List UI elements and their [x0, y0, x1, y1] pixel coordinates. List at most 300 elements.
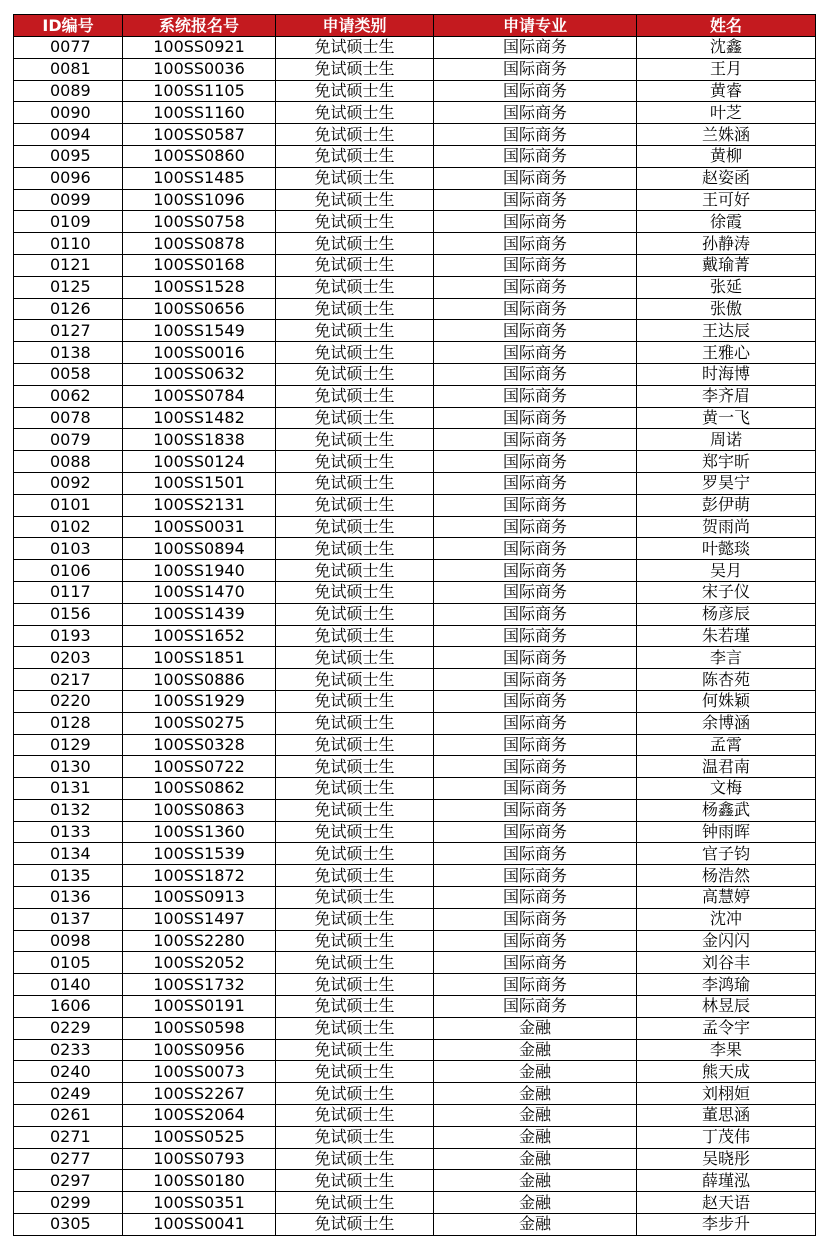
cell-registration-number: 100SS0886 — [123, 669, 276, 691]
cell-major: 国际商务 — [434, 233, 637, 255]
cell-name: 沈冲 — [637, 908, 816, 930]
cell-registration-number: 100SS0124 — [123, 451, 276, 473]
cell-major: 国际商务 — [434, 124, 637, 146]
cell-registration-number: 100SS1482 — [123, 407, 276, 429]
cell-application-type: 免试硕士生 — [276, 1039, 434, 1061]
cell-major: 国际商务 — [434, 102, 637, 124]
cell-application-type: 免试硕士生 — [276, 233, 434, 255]
cell-registration-number: 100SS0168 — [123, 254, 276, 276]
cell-major: 金融 — [434, 1214, 637, 1236]
cell-name: 熊天成 — [637, 1061, 816, 1083]
cell-major: 国际商务 — [434, 363, 637, 385]
cell-major: 金融 — [434, 1148, 637, 1170]
header-major: 申请专业 — [434, 15, 637, 37]
cell-major: 国际商务 — [434, 952, 637, 974]
table-row — [14, 734, 816, 756]
cell-registration-number: 100SS1485 — [123, 167, 276, 189]
table-row — [14, 233, 816, 255]
cell-application-type: 免试硕士生 — [276, 407, 434, 429]
cell-major: 国际商务 — [434, 189, 637, 211]
cell-major: 金融 — [434, 1126, 637, 1148]
cell-id: 0132 — [14, 799, 123, 821]
cell-application-type: 免试硕士生 — [276, 1083, 434, 1105]
cell-application-type: 免试硕士生 — [276, 799, 434, 821]
cell-name: 温君南 — [637, 756, 816, 778]
cell-registration-number: 100SS0328 — [123, 734, 276, 756]
cell-name: 杨浩然 — [637, 865, 816, 887]
cell-name: 罗昊宁 — [637, 472, 816, 494]
cell-application-type: 免试硕士生 — [276, 908, 434, 930]
table-row — [14, 211, 816, 233]
cell-name: 钟雨晖 — [637, 821, 816, 843]
table-row — [14, 799, 816, 821]
cell-id: 0134 — [14, 843, 123, 865]
cell-id: 0096 — [14, 167, 123, 189]
cell-major: 国际商务 — [434, 690, 637, 712]
cell-major: 国际商务 — [434, 451, 637, 473]
cell-major: 国际商务 — [434, 516, 637, 538]
cell-registration-number: 100SS1940 — [123, 560, 276, 582]
cell-id: 0261 — [14, 1105, 123, 1127]
cell-registration-number: 100SS0894 — [123, 538, 276, 560]
cell-application-type: 免试硕士生 — [276, 167, 434, 189]
cell-id: 0240 — [14, 1061, 123, 1083]
table-header — [14, 15, 816, 37]
cell-registration-number: 100SS0862 — [123, 778, 276, 800]
cell-major: 国际商务 — [434, 407, 637, 429]
cell-application-type: 免试硕士生 — [276, 603, 434, 625]
cell-name: 丁茂伟 — [637, 1126, 816, 1148]
cell-major: 国际商务 — [434, 58, 637, 80]
cell-name: 李言 — [637, 647, 816, 669]
cell-id: 0135 — [14, 865, 123, 887]
cell-registration-number: 100SS0878 — [123, 233, 276, 255]
header-name: 姓名 — [637, 15, 816, 37]
cell-name: 孙静涛 — [637, 233, 816, 255]
cell-major: 国际商务 — [434, 974, 637, 996]
cell-id: 0081 — [14, 58, 123, 80]
cell-application-type: 免试硕士生 — [276, 276, 434, 298]
cell-application-type: 免试硕士生 — [276, 712, 434, 734]
cell-major: 金融 — [434, 1170, 637, 1192]
cell-id: 0102 — [14, 516, 123, 538]
cell-name: 薛瑾泓 — [637, 1170, 816, 1192]
cell-registration-number: 100SS0191 — [123, 996, 276, 1018]
cell-major: 国际商务 — [434, 211, 637, 233]
cell-name: 孟令宇 — [637, 1017, 816, 1039]
cell-name: 王月 — [637, 58, 816, 80]
applicant-table — [13, 14, 816, 1236]
cell-major: 国际商务 — [434, 712, 637, 734]
cell-application-type: 免试硕士生 — [276, 647, 434, 669]
table-row — [14, 865, 816, 887]
table-body — [14, 37, 816, 1236]
cell-name: 李鸿瑜 — [637, 974, 816, 996]
table-row — [14, 102, 816, 124]
cell-id: 0088 — [14, 451, 123, 473]
cell-name: 周诺 — [637, 429, 816, 451]
cell-application-type: 免试硕士生 — [276, 1017, 434, 1039]
cell-major: 国际商务 — [434, 996, 637, 1018]
table-row — [14, 690, 816, 712]
cell-name: 王达辰 — [637, 320, 816, 342]
cell-name: 赵天语 — [637, 1192, 816, 1214]
cell-major: 金融 — [434, 1192, 637, 1214]
cell-name: 黄一飞 — [637, 407, 816, 429]
cell-registration-number: 100SS0921 — [123, 37, 276, 59]
cell-id: 0297 — [14, 1170, 123, 1192]
cell-registration-number: 100SS0180 — [123, 1170, 276, 1192]
table-row — [14, 276, 816, 298]
table-row — [14, 887, 816, 909]
cell-registration-number: 100SS0587 — [123, 124, 276, 146]
table-row — [14, 254, 816, 276]
cell-application-type: 免试硕士生 — [276, 974, 434, 996]
cell-id: 0140 — [14, 974, 123, 996]
cell-major: 国际商务 — [434, 80, 637, 102]
cell-registration-number: 100SS2064 — [123, 1105, 276, 1127]
table-row — [14, 516, 816, 538]
cell-name: 黄睿 — [637, 80, 816, 102]
table-row — [14, 778, 816, 800]
cell-registration-number: 100SS0956 — [123, 1039, 276, 1061]
cell-name: 赵姿函 — [637, 167, 816, 189]
cell-registration-number: 100SS2052 — [123, 952, 276, 974]
cell-application-type: 免试硕士生 — [276, 102, 434, 124]
cell-name: 朱若瑾 — [637, 625, 816, 647]
cell-major: 国际商务 — [434, 145, 637, 167]
cell-application-type: 免试硕士生 — [276, 1170, 434, 1192]
cell-application-type: 免试硕士生 — [276, 145, 434, 167]
cell-application-type: 免试硕士生 — [276, 996, 434, 1018]
header-row — [14, 15, 816, 37]
cell-registration-number: 100SS0860 — [123, 145, 276, 167]
table-row — [14, 843, 816, 865]
cell-registration-number: 100SS0656 — [123, 298, 276, 320]
cell-application-type: 免试硕士生 — [276, 821, 434, 843]
cell-major: 国际商务 — [434, 538, 637, 560]
cell-major: 国际商务 — [434, 778, 637, 800]
cell-application-type: 免试硕士生 — [276, 516, 434, 538]
table-row — [14, 974, 816, 996]
table-row — [14, 1192, 816, 1214]
cell-application-type: 免试硕士生 — [276, 865, 434, 887]
cell-name: 李齐眉 — [637, 385, 816, 407]
table-row — [14, 1126, 816, 1148]
cell-registration-number: 100SS1439 — [123, 603, 276, 625]
cell-registration-number: 100SS0598 — [123, 1017, 276, 1039]
cell-major: 国际商务 — [434, 734, 637, 756]
cell-application-type: 免试硕士生 — [276, 560, 434, 582]
cell-id: 0127 — [14, 320, 123, 342]
cell-id: 0089 — [14, 80, 123, 102]
cell-name: 吴月 — [637, 560, 816, 582]
cell-name: 徐霞 — [637, 211, 816, 233]
cell-name: 时海博 — [637, 363, 816, 385]
table-row — [14, 821, 816, 843]
cell-name: 金闪闪 — [637, 930, 816, 952]
cell-registration-number: 100SS1539 — [123, 843, 276, 865]
cell-name: 郑宇昕 — [637, 451, 816, 473]
cell-registration-number: 100SS1851 — [123, 647, 276, 669]
cell-name: 彭伊萌 — [637, 494, 816, 516]
cell-registration-number: 100SS0784 — [123, 385, 276, 407]
cell-id: 0078 — [14, 407, 123, 429]
table-row — [14, 996, 816, 1018]
table-row — [14, 342, 816, 364]
cell-name: 陈杏苑 — [637, 669, 816, 691]
table-row — [14, 407, 816, 429]
cell-id: 0090 — [14, 102, 123, 124]
table-row — [14, 363, 816, 385]
cell-application-type: 免试硕士生 — [276, 494, 434, 516]
cell-registration-number: 100SS0913 — [123, 887, 276, 909]
cell-id: 0129 — [14, 734, 123, 756]
cell-id: 0103 — [14, 538, 123, 560]
table-row — [14, 625, 816, 647]
cell-registration-number: 100SS2280 — [123, 930, 276, 952]
cell-registration-number: 100SS1652 — [123, 625, 276, 647]
table-row — [14, 494, 816, 516]
cell-registration-number: 100SS1872 — [123, 865, 276, 887]
cell-registration-number: 100SS1549 — [123, 320, 276, 342]
cell-id: 0203 — [14, 647, 123, 669]
table-row — [14, 1061, 816, 1083]
cell-name: 李果 — [637, 1039, 816, 1061]
header-registration-number: 系统报名号 — [123, 15, 276, 37]
cell-application-type: 免试硕士生 — [276, 429, 434, 451]
cell-name: 叶懿琰 — [637, 538, 816, 560]
cell-application-type: 免试硕士生 — [276, 189, 434, 211]
cell-id: 0092 — [14, 472, 123, 494]
cell-name: 吴晓彤 — [637, 1148, 816, 1170]
cell-registration-number: 100SS1838 — [123, 429, 276, 451]
cell-name: 宋子仪 — [637, 581, 816, 603]
header-id: ID编号 — [14, 15, 123, 37]
cell-major: 国际商务 — [434, 560, 637, 582]
cell-name: 贺雨尚 — [637, 516, 816, 538]
cell-application-type: 免试硕士生 — [276, 930, 434, 952]
cell-application-type: 免试硕士生 — [276, 385, 434, 407]
cell-major: 金融 — [434, 1061, 637, 1083]
cell-major: 金融 — [434, 1083, 637, 1105]
cell-id: 0133 — [14, 821, 123, 843]
cell-name: 沈鑫 — [637, 37, 816, 59]
cell-id: 0138 — [14, 342, 123, 364]
cell-application-type: 免试硕士生 — [276, 690, 434, 712]
table-row — [14, 124, 816, 146]
cell-name: 张傲 — [637, 298, 816, 320]
cell-registration-number: 100SS0351 — [123, 1192, 276, 1214]
cell-application-type: 免试硕士生 — [276, 211, 434, 233]
cell-application-type: 免试硕士生 — [276, 1148, 434, 1170]
table-row — [14, 647, 816, 669]
cell-application-type: 免试硕士生 — [276, 363, 434, 385]
cell-application-type: 免试硕士生 — [276, 1214, 434, 1236]
cell-major: 国际商务 — [434, 429, 637, 451]
table-row — [14, 581, 816, 603]
table-row — [14, 712, 816, 734]
cell-application-type: 免试硕士生 — [276, 342, 434, 364]
cell-major: 国际商务 — [434, 581, 637, 603]
cell-registration-number: 100SS1096 — [123, 189, 276, 211]
cell-major: 国际商务 — [434, 472, 637, 494]
cell-major: 国际商务 — [434, 603, 637, 625]
cell-name: 余博涵 — [637, 712, 816, 734]
cell-major: 金融 — [434, 1105, 637, 1127]
cell-application-type: 免试硕士生 — [276, 1105, 434, 1127]
table-row — [14, 952, 816, 974]
cell-id: 0077 — [14, 37, 123, 59]
cell-id: 1606 — [14, 996, 123, 1018]
cell-name: 高慧婷 — [637, 887, 816, 909]
cell-id: 0109 — [14, 211, 123, 233]
cell-id: 0229 — [14, 1017, 123, 1039]
table-row — [14, 145, 816, 167]
cell-major: 国际商务 — [434, 756, 637, 778]
table-row — [14, 538, 816, 560]
cell-major: 国际商务 — [434, 930, 637, 952]
cell-registration-number: 100SS0758 — [123, 211, 276, 233]
cell-application-type: 免试硕士生 — [276, 1192, 434, 1214]
cell-name: 何姝颖 — [637, 690, 816, 712]
cell-major: 国际商务 — [434, 843, 637, 865]
cell-id: 0137 — [14, 908, 123, 930]
cell-registration-number: 100SS1732 — [123, 974, 276, 996]
cell-application-type: 免试硕士生 — [276, 37, 434, 59]
cell-major: 国际商务 — [434, 669, 637, 691]
cell-id: 0220 — [14, 690, 123, 712]
cell-major: 国际商务 — [434, 821, 637, 843]
cell-registration-number: 100SS1160 — [123, 102, 276, 124]
table-row — [14, 756, 816, 778]
cell-application-type: 免试硕士生 — [276, 538, 434, 560]
table-row — [14, 385, 816, 407]
cell-major: 国际商务 — [434, 276, 637, 298]
cell-name: 戴瑜菁 — [637, 254, 816, 276]
cell-id: 0156 — [14, 603, 123, 625]
table-row — [14, 320, 816, 342]
cell-name: 杨彦辰 — [637, 603, 816, 625]
cell-application-type: 免试硕士生 — [276, 843, 434, 865]
cell-application-type: 免试硕士生 — [276, 124, 434, 146]
cell-major: 金融 — [434, 1039, 637, 1061]
cell-id: 0105 — [14, 952, 123, 974]
cell-registration-number: 100SS2267 — [123, 1083, 276, 1105]
cell-id: 0121 — [14, 254, 123, 276]
cell-major: 国际商务 — [434, 625, 637, 647]
cell-id: 0249 — [14, 1083, 123, 1105]
cell-major: 国际商务 — [434, 887, 637, 909]
cell-registration-number: 100SS0031 — [123, 516, 276, 538]
cell-application-type: 免试硕士生 — [276, 80, 434, 102]
cell-registration-number: 100SS0073 — [123, 1061, 276, 1083]
cell-registration-number: 100SS0793 — [123, 1148, 276, 1170]
cell-application-type: 免试硕士生 — [276, 298, 434, 320]
cell-id: 0130 — [14, 756, 123, 778]
cell-major: 国际商务 — [434, 494, 637, 516]
cell-id: 0277 — [14, 1148, 123, 1170]
cell-registration-number: 100SS0525 — [123, 1126, 276, 1148]
cell-major: 国际商务 — [434, 254, 637, 276]
table-row — [14, 669, 816, 691]
table-row — [14, 1017, 816, 1039]
cell-application-type: 免试硕士生 — [276, 581, 434, 603]
cell-application-type: 免试硕士生 — [276, 887, 434, 909]
cell-id: 0193 — [14, 625, 123, 647]
cell-registration-number: 100SS1360 — [123, 821, 276, 843]
cell-id: 0271 — [14, 1126, 123, 1148]
cell-name: 王可好 — [637, 189, 816, 211]
table-row — [14, 1039, 816, 1061]
cell-id: 0125 — [14, 276, 123, 298]
cell-major: 国际商务 — [434, 342, 637, 364]
cell-application-type: 免试硕士生 — [276, 1061, 434, 1083]
cell-id: 0136 — [14, 887, 123, 909]
cell-registration-number: 100SS0275 — [123, 712, 276, 734]
cell-name: 杨鑫武 — [637, 799, 816, 821]
cell-name: 林昱辰 — [637, 996, 816, 1018]
cell-name: 张延 — [637, 276, 816, 298]
cell-major: 金融 — [434, 1017, 637, 1039]
cell-id: 0062 — [14, 385, 123, 407]
cell-id: 0099 — [14, 189, 123, 211]
cell-application-type: 免试硕士生 — [276, 254, 434, 276]
cell-application-type: 免试硕士生 — [276, 669, 434, 691]
cell-major: 国际商务 — [434, 385, 637, 407]
cell-id: 0110 — [14, 233, 123, 255]
cell-name: 黄柳 — [637, 145, 816, 167]
cell-id: 0299 — [14, 1192, 123, 1214]
cell-major: 国际商务 — [434, 320, 637, 342]
table-row — [14, 429, 816, 451]
cell-id: 0128 — [14, 712, 123, 734]
table-row — [14, 1083, 816, 1105]
cell-name: 李步升 — [637, 1214, 816, 1236]
cell-name: 文梅 — [637, 778, 816, 800]
cell-application-type: 免试硕士生 — [276, 778, 434, 800]
table-row — [14, 1170, 816, 1192]
cell-major: 国际商务 — [434, 865, 637, 887]
cell-application-type: 免试硕士生 — [276, 625, 434, 647]
cell-id: 0117 — [14, 581, 123, 603]
cell-application-type: 免试硕士生 — [276, 451, 434, 473]
cell-registration-number: 100SS0016 — [123, 342, 276, 364]
cell-name: 兰姝涵 — [637, 124, 816, 146]
cell-registration-number: 100SS0036 — [123, 58, 276, 80]
cell-registration-number: 100SS1105 — [123, 80, 276, 102]
table-row — [14, 1105, 816, 1127]
cell-id: 0217 — [14, 669, 123, 691]
cell-application-type: 免试硕士生 — [276, 1126, 434, 1148]
cell-registration-number: 100SS0722 — [123, 756, 276, 778]
cell-registration-number: 100SS1501 — [123, 472, 276, 494]
cell-name: 官子钧 — [637, 843, 816, 865]
cell-registration-number: 100SS2131 — [123, 494, 276, 516]
table-row — [14, 1214, 816, 1236]
header-application-type: 申请类别 — [276, 15, 434, 37]
cell-registration-number: 100SS1470 — [123, 581, 276, 603]
cell-name: 王雅心 — [637, 342, 816, 364]
cell-application-type: 免试硕士生 — [276, 58, 434, 80]
table-row — [14, 908, 816, 930]
cell-id: 0058 — [14, 363, 123, 385]
cell-id: 0131 — [14, 778, 123, 800]
cell-name: 孟霄 — [637, 734, 816, 756]
cell-application-type: 免试硕士生 — [276, 320, 434, 342]
cell-registration-number: 100SS1929 — [123, 690, 276, 712]
table-row — [14, 298, 816, 320]
